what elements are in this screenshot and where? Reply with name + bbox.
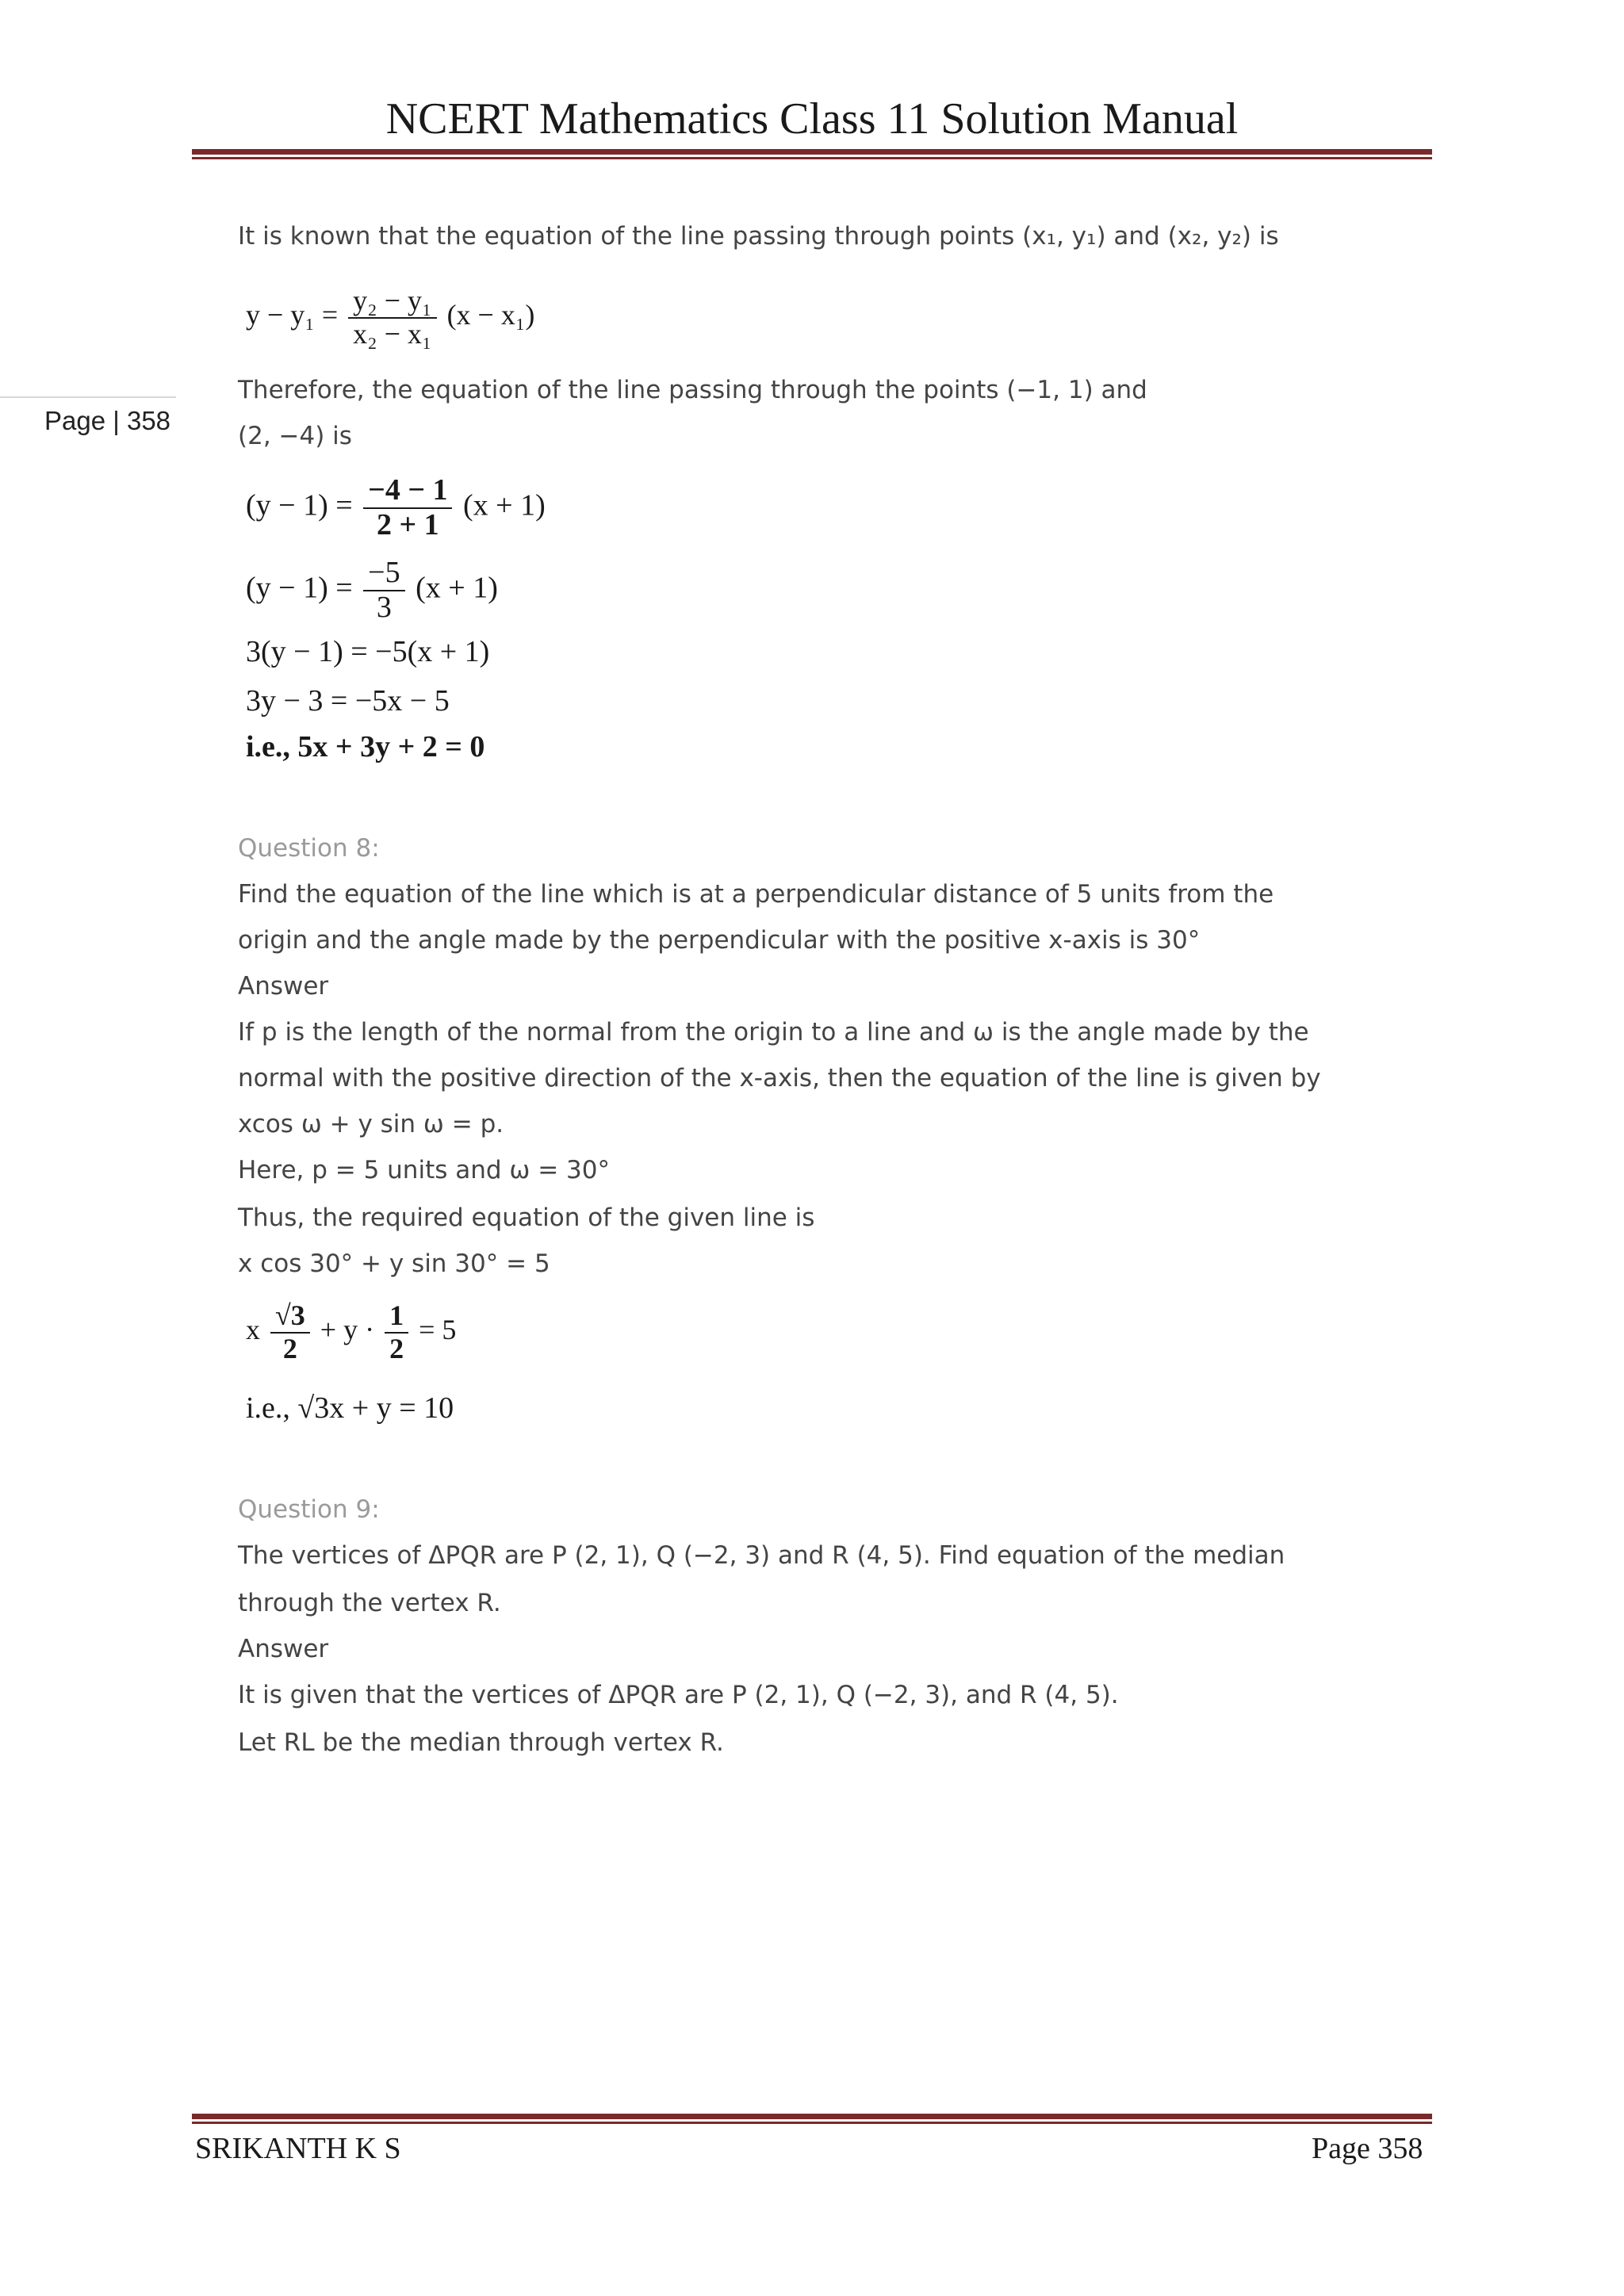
question-8-heading: Question 8:	[238, 834, 380, 863]
question-8-text-2: origin and the angle made by the perpendicular with the positive x-axis is 30°	[238, 926, 1201, 955]
answer-8-line-5: Thus, the required equation of the given line is	[238, 1203, 815, 1232]
answer-9-line-2: Let RL be the median through vertex R.	[238, 1728, 724, 1757]
answer-8-math-2: i.e., √3x + y = 10	[246, 1391, 454, 1425]
therefore-line-2: (2, −4) is	[238, 422, 352, 450]
eq1-numerator: y₂ − y₁	[348, 285, 436, 319]
answer-8-line-4: Here, p = 5 units and ω = 30°	[238, 1156, 610, 1184]
s2-rhs: (x + 1)	[416, 571, 498, 605]
page-header-title: NCERT Mathematics Class 11 Solution Manual	[385, 94, 1239, 144]
q8-m1-mid: + y ·	[320, 1313, 375, 1345]
s2-numerator: −5	[363, 557, 404, 591]
eq1-rhs: (x − x₁)	[446, 298, 535, 331]
s1-denominator: 2 + 1	[377, 507, 439, 541]
answer-8-line-1: If p is the length of the normal from the origin to a line and ω is the angle made by the	[238, 1018, 1309, 1047]
answer-8-line-2: normal with the positive direction of the x-axis, then the equation of the line is given by	[238, 1064, 1321, 1093]
step-2-equation	[246, 557, 498, 625]
question-9-text-1: The vertices of ΔPQR are P (2, 1), Q (−2, 3) and R (4, 5). Find equation of the median	[238, 1541, 1285, 1570]
q8-m1-fraction-1	[270, 1300, 310, 1364]
question-8-answer-label: Answer	[238, 972, 329, 1001]
answer-8-line-3: xcos ω + y sin ω = p.	[238, 1110, 504, 1138]
step-4-equation: 3y − 3 = −5x − 5	[246, 684, 450, 718]
q8-m1-rhs: = 5	[419, 1313, 457, 1345]
q8-m1-fraction-2	[385, 1300, 408, 1364]
s1-fraction	[363, 474, 452, 542]
footer-rule	[192, 2114, 1432, 2124]
step-5-equation: i.e., 5x + 3y + 2 = 0	[246, 730, 485, 763]
s1-lhs: (y − 1) =	[246, 488, 353, 522]
s2-lhs: (y − 1) =	[246, 571, 353, 605]
step-1-equation	[246, 474, 546, 542]
s2-fraction	[363, 557, 404, 625]
s1-rhs: (x + 1)	[462, 488, 546, 522]
eq1-denominator: x₂ − x₁	[353, 317, 432, 350]
footer-author: SRIKANTH K S	[195, 2132, 401, 2165]
therefore-line-1: Therefore, the equation of the line passing through the points (−1, 1) and	[238, 376, 1147, 404]
s1-numerator: −4 − 1	[363, 474, 452, 509]
side-page-label: Page | 358	[44, 406, 171, 435]
s2-denominator: 3	[376, 590, 392, 624]
q8-m1-num2: 1	[385, 1300, 408, 1334]
question-9-heading: Question 9:	[238, 1495, 380, 1524]
eq1-lhs: y − y₁ =	[246, 298, 339, 331]
general-line-equation	[246, 285, 534, 350]
question-9-text-2: through the vertex R.	[238, 1589, 501, 1617]
intro-text: It is known that the equation of the line passing through points (x₁, y₁) and (x₂, y₂) is	[238, 222, 1279, 251]
q8-m1-x: x	[246, 1313, 260, 1345]
question-9-answer-label: Answer	[238, 1635, 329, 1663]
answer-8-math-1	[246, 1300, 456, 1364]
q8-m1-num1: √3	[270, 1300, 310, 1334]
footer-page-number: Page 358	[1312, 2132, 1423, 2165]
q8-m1-den2: 2	[389, 1332, 404, 1364]
eq1-fraction	[348, 285, 436, 350]
margin-divider	[0, 396, 176, 398]
header-rule	[192, 149, 1432, 159]
answer-8-line-6: x cos 30° + y sin 30° = 5	[238, 1249, 550, 1278]
q8-m1-den1: 2	[282, 1332, 297, 1364]
answer-9-line-1: It is given that the vertices of ΔPQR are P (2, 1), Q (−2, 3), and R (4, 5).	[238, 1681, 1119, 1709]
question-8-text-1: Find the equation of the line which is at a perpendicular distance of 5 units from the	[238, 880, 1274, 909]
step-3-equation: 3(y − 1) = −5(x + 1)	[246, 635, 490, 668]
